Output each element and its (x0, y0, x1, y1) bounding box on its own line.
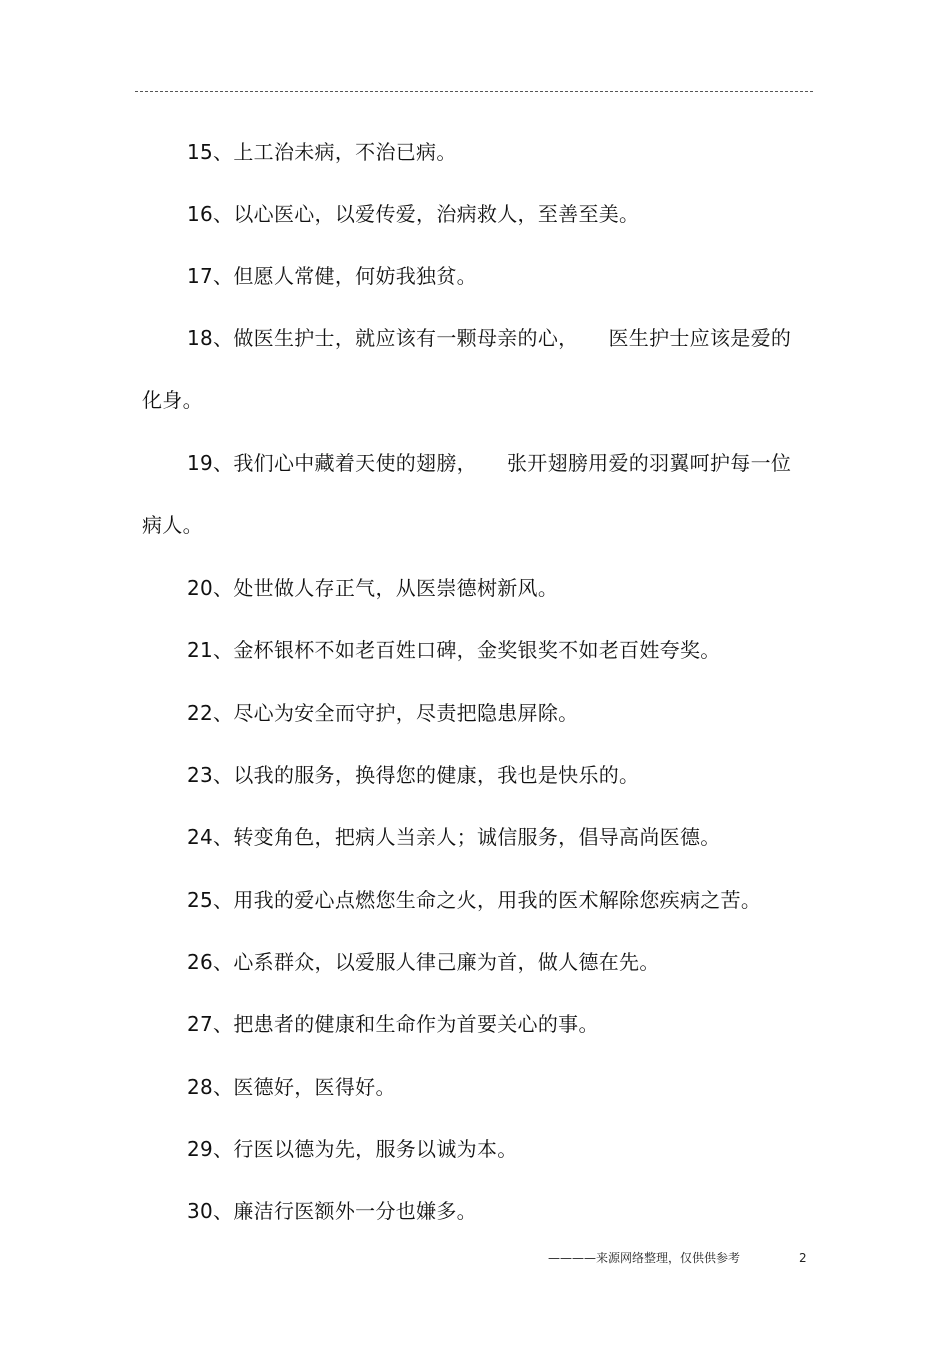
item-text: 处世做人存正气，从医崇德树新风。 (233, 576, 559, 600)
item-text: 心系群众，以爱服人律己廉为首，做人德在先。 (233, 950, 660, 974)
item-text: 转变角色，把病人当亲人；诚信服务，倡导高尚医德。 (233, 825, 721, 849)
item-text: 金杯银杯不如老百姓口碑，金奖银奖不如老百姓夸奖。 (233, 638, 721, 662)
list-item (187, 450, 791, 476)
item-number: 16、 (187, 202, 234, 226)
list-item (187, 1198, 477, 1224)
list-item (187, 824, 721, 850)
list-item (187, 263, 477, 289)
item-text: 做医生护士，就应该有一颗母亲的心， (233, 326, 579, 350)
item-text-wrap: 化身。 (142, 388, 203, 412)
list-item (187, 1011, 599, 1037)
item-number: 17、 (187, 264, 234, 288)
list-item (187, 325, 791, 351)
item-number: 21、 (187, 638, 234, 662)
item-number: 19、 (187, 451, 234, 475)
item-text-continued: 医生护士应该是爱的 (608, 326, 792, 350)
item-text: 但愿人常健，何妨我独贫。 (233, 264, 477, 288)
item-text: 廉洁行医额外一分也嫌多。 (233, 1199, 477, 1223)
list-item (187, 139, 457, 165)
item-text: 以我的服务，换得您的健康，我也是快乐的。 (233, 763, 640, 787)
item-number: 18、 (187, 326, 234, 350)
item-text-continued: 张开翅膀用爱的羽翼呵护每一位 (506, 451, 792, 475)
list-item-continuation (142, 512, 203, 538)
item-text: 医德好，医得好。 (233, 1075, 396, 1099)
item-text: 尽心为安全而守护，尽责把隐患屏除。 (233, 701, 579, 725)
list-item-continuation (142, 387, 203, 413)
item-number: 22、 (187, 701, 234, 725)
item-text: 以心医心，以爱传爱，治病救人，至善至美。 (233, 202, 640, 226)
item-text: 上工治未病，不治已病。 (233, 140, 457, 164)
page-number: 2 (799, 1251, 807, 1265)
footer-note: ————来源网络整理，仅供供参考 (548, 1251, 741, 1265)
list-item (187, 1074, 396, 1100)
item-number: 24、 (187, 825, 234, 849)
list-item (187, 949, 660, 975)
list-item (187, 700, 578, 726)
item-number: 25、 (187, 888, 234, 912)
header-divider (135, 91, 813, 92)
list-item (187, 1136, 518, 1162)
list-item (187, 762, 639, 788)
list-item (187, 201, 639, 227)
item-text: 用我的爱心点燃您生命之火，用我的医术解除您疾病之苦。 (233, 888, 762, 912)
item-text: 我们心中藏着天使的翅膀， (233, 451, 477, 475)
item-number: 15、 (187, 140, 234, 164)
item-text: 把患者的健康和生命作为首要关心的事。 (233, 1012, 599, 1036)
item-number: 23、 (187, 763, 234, 787)
list-item (187, 575, 558, 601)
list-item (187, 637, 721, 663)
item-number: 28、 (187, 1075, 234, 1099)
item-number: 27、 (187, 1012, 234, 1036)
list-item (187, 887, 761, 913)
item-text: 行医以德为先，服务以诚为本。 (233, 1137, 518, 1161)
item-number: 29、 (187, 1137, 234, 1161)
item-number: 30、 (187, 1199, 234, 1223)
item-number: 20、 (187, 576, 234, 600)
item-number: 26、 (187, 950, 234, 974)
item-text-wrap: 病人。 (142, 513, 203, 537)
